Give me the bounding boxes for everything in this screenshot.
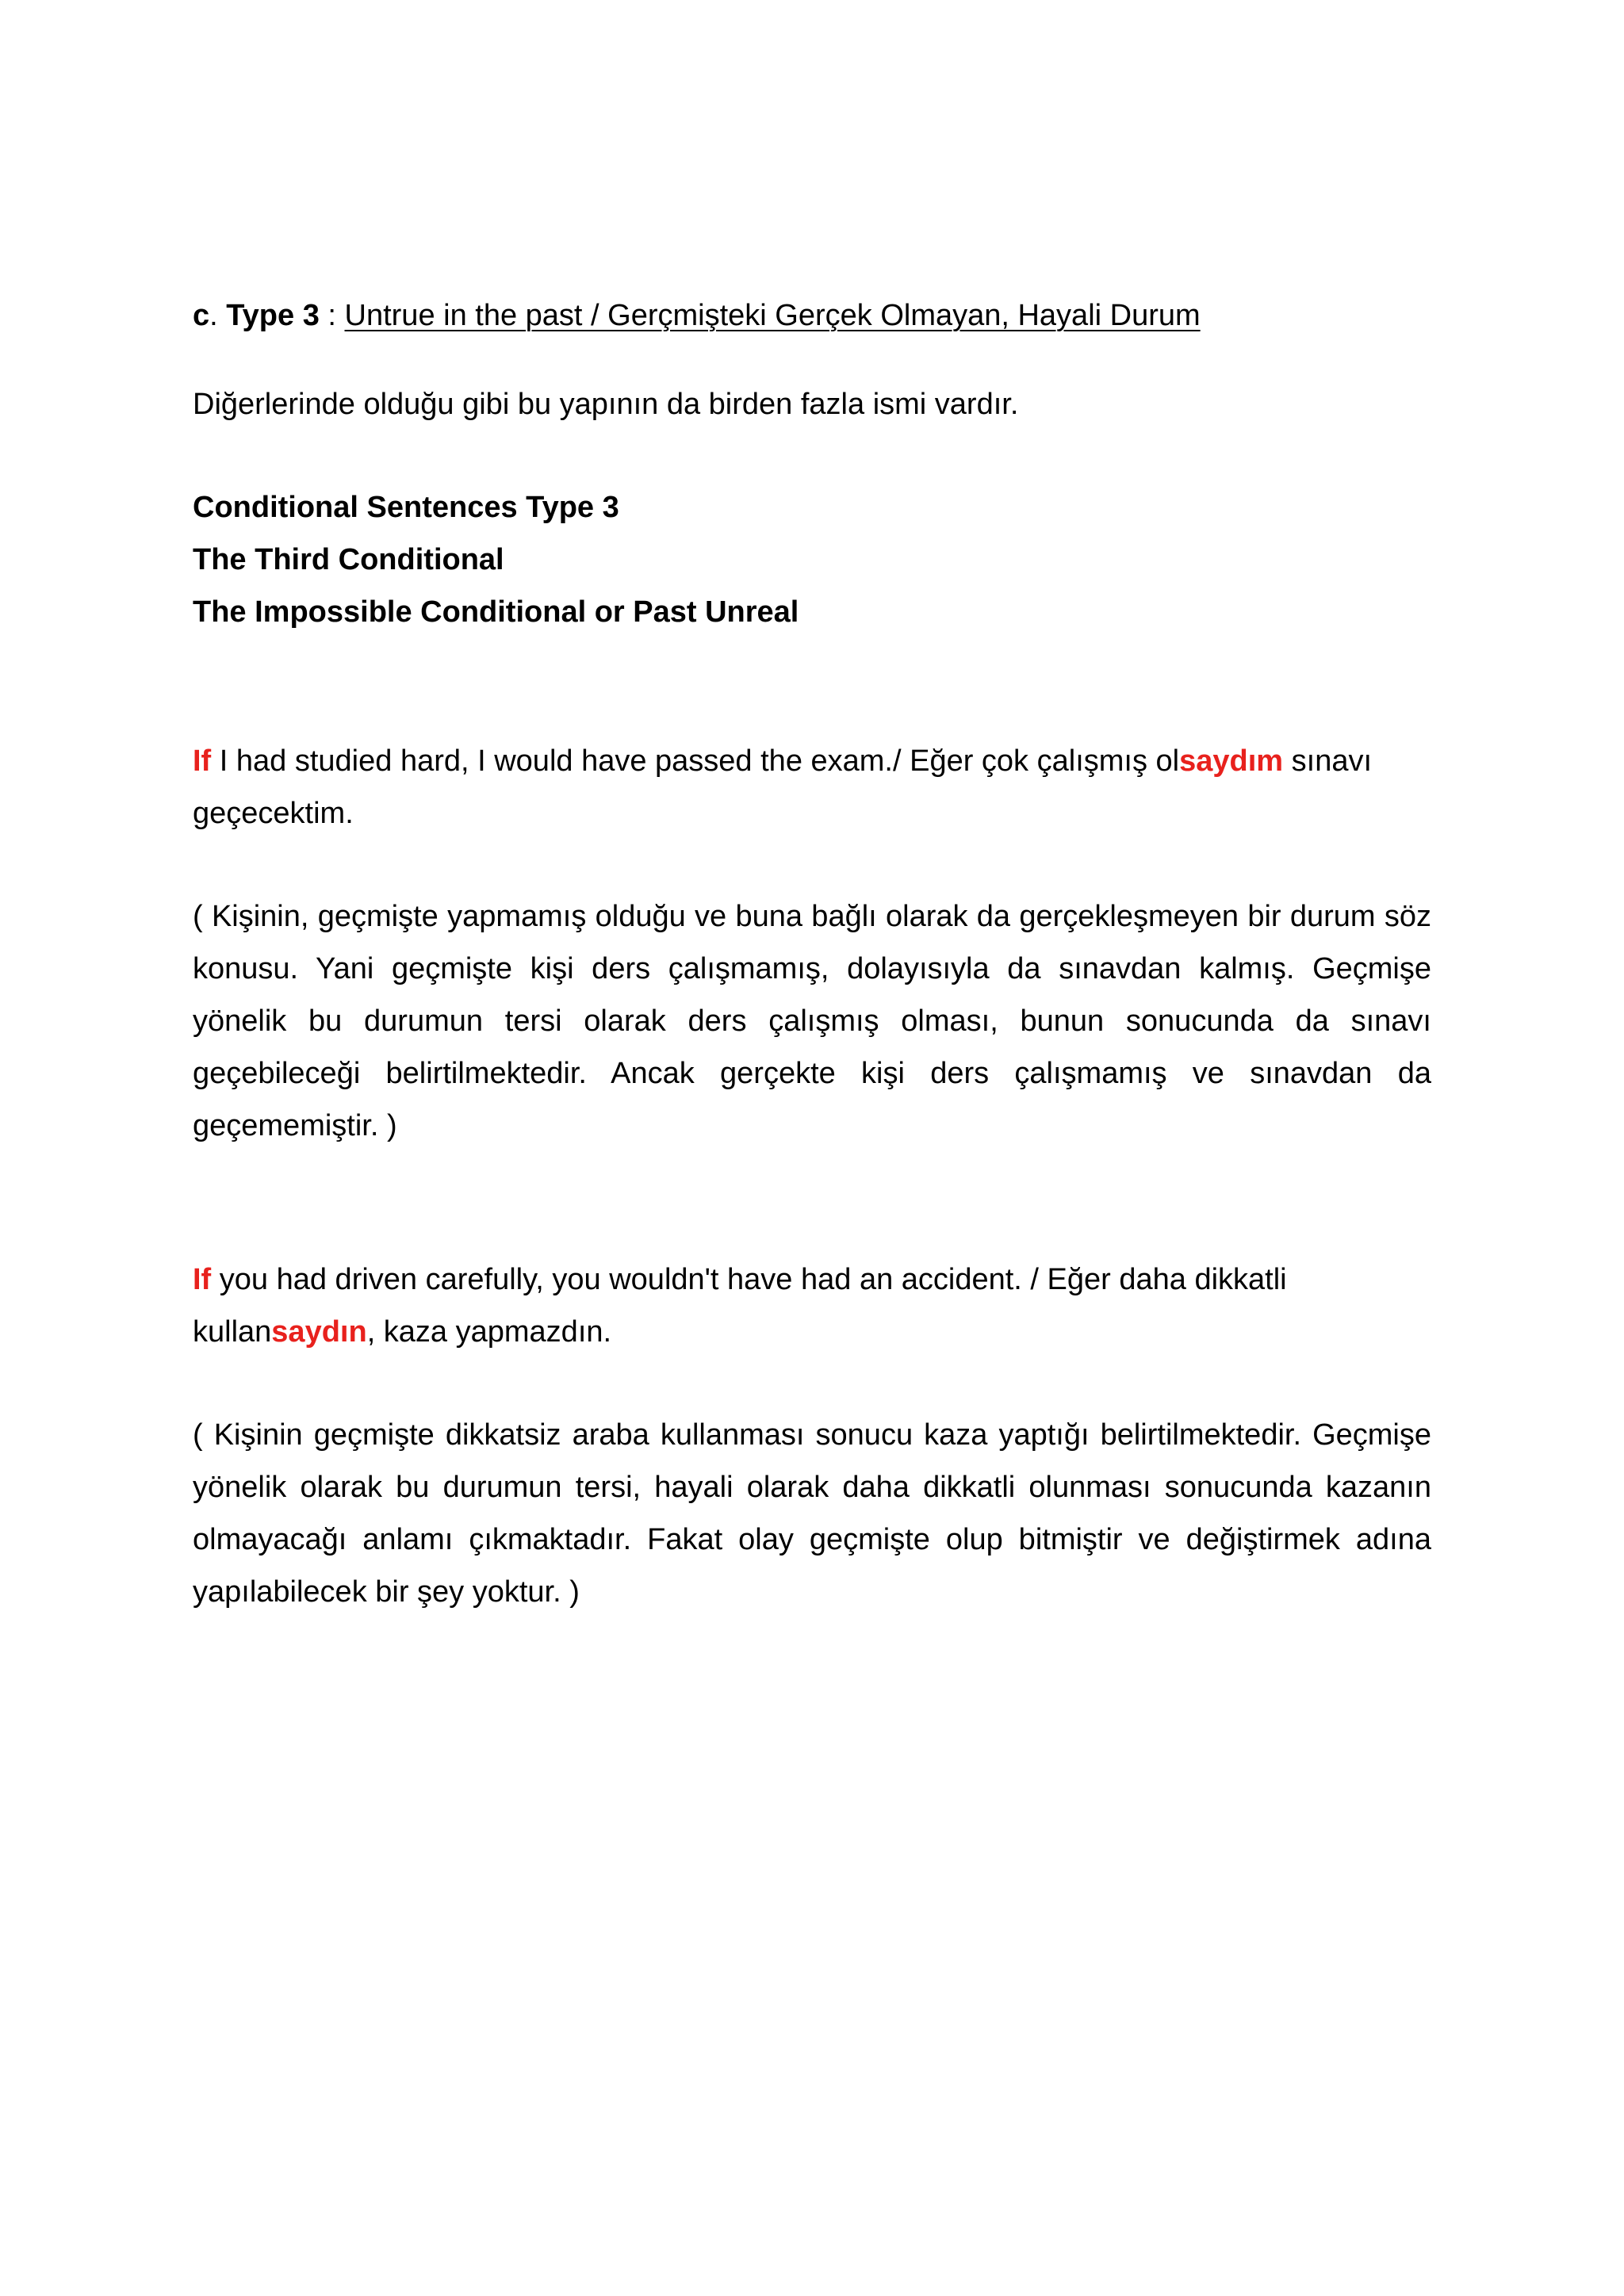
example-sentence-2: [193, 1253, 1319, 1358]
document-content: [193, 289, 1431, 1618]
section-heading: [193, 289, 1431, 342]
section-type-label: Type 3: [226, 299, 320, 332]
example-text: I had studied hard, I would have passed the exam./ Eğer çok çalışmış ol: [211, 744, 1180, 778]
names-list: [193, 481, 1431, 638]
section-colon: :: [319, 299, 345, 332]
section-separator: .: [209, 299, 227, 332]
name-item: The Impossible Conditional or Past Unreal: [193, 595, 799, 629]
example-sentence-1: [193, 735, 1382, 840]
highlighted-suffix: saydın: [271, 1315, 367, 1349]
example-text: sınavı geçecektim.: [193, 744, 1373, 830]
explanation-paragraph-2: ( Kişinin geçmişte dikkatsiz araba kullanması sonucu kaza yaptığı belirtilmektedir. Geçmişe yönelik olarak bu durumun tersi, hayali olarak daha dikkatli olunması sonucunda kazanın olmayacağı anlamı çıkmaktadır. Fakat olay geçmişte olup bitmiştir ve değiştirmek adına yapılabilecek bir şey yoktur. ): [193, 1418, 1431, 1609]
section-subtitle: Untrue in the past / Gerçmişteki Gerçek Olmayan, Hayali Durum: [344, 299, 1201, 332]
if-keyword: If: [193, 1263, 212, 1296]
highlighted-suffix: saydım: [1179, 744, 1284, 778]
section-letter: c: [193, 299, 210, 332]
intro-paragraph: Diğerlerinde olduğu gibi bu yapının da birden fazla ismi vardır.: [193, 388, 1019, 421]
if-keyword: If: [193, 744, 212, 778]
example-text: , kaza yapmazdın.: [366, 1315, 612, 1349]
name-item: Conditional Sentences Type 3: [193, 491, 619, 524]
explanation-paragraph-1: ( Kişinin, geçmişte yapmamış olduğu ve buna bağlı olarak da gerçekleşmeyen bir durum söz konusu. Yani geçmişte kişi ders çalışmamış, dolayısıyla da sınavdan kalmış. Geçmişe yönelik bu durumun tersi olarak ders çalışmış olması, bunun sonucunda da sınavı geçebileceği belirtilmektedir. Ancak gerçekte kişi ders çalışmamış ve sınavdan da geçememiştir. ): [193, 900, 1431, 1142]
example-text: you had driven carefully, you wouldn't have had an accident. / Eğer daha dikkatli kullan: [193, 1263, 1287, 1349]
name-item: The Third Conditional: [193, 543, 504, 576]
